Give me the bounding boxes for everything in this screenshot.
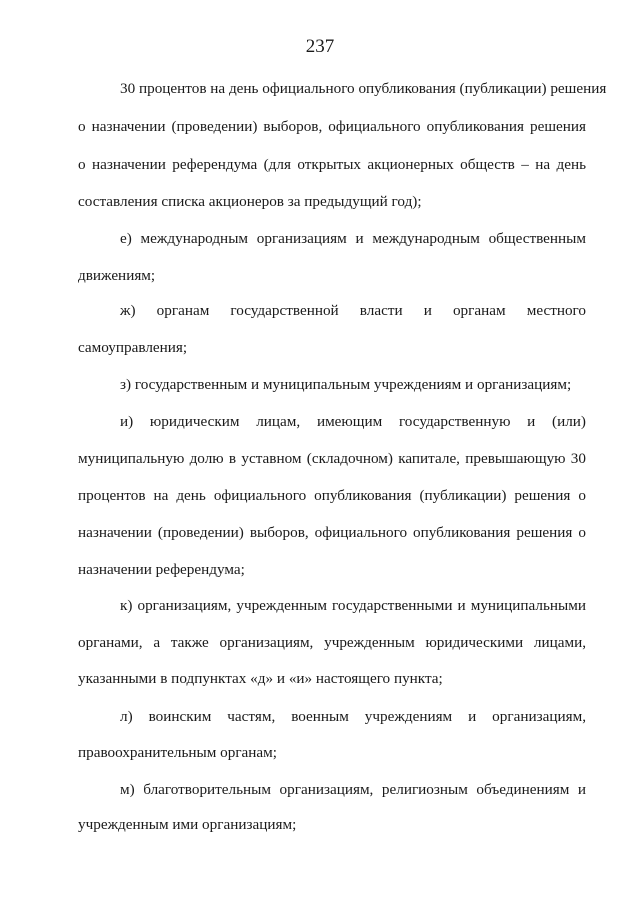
text-line: муниципальную долю в уставном (складочном) капитале, превышающую 30 [78,450,586,467]
text-line: и) юридическим лицам, имеющим государственную и (или) [120,413,586,430]
text-line: з) государственным и муниципальным учреждениям и организациям; [120,376,572,393]
text-line: движениям; [78,267,156,284]
text-line: 30 процентов на день официального опубликования (публикации) решения [120,80,607,97]
text-line: указанными в подпунктах «д» и «и» настоящего пункта; [78,670,443,687]
text-line: к) организациям, учрежденным государственными и муниципальными [120,597,586,614]
text-line: назначении референдума; [78,561,245,578]
text-line: л) воинским частям, военным учреждениям и организациям, [120,708,586,725]
text-line: учрежденным ими организациям; [78,816,297,833]
text-line: составления списка акционеров за предыдущий год); [78,193,422,210]
text-line: процентов на день официального опубликования (публикации) решения о [78,487,586,504]
text-line: е) международным организациям и международным общественным [120,230,586,247]
text-line: самоуправления; [78,339,188,356]
text-line: о назначении (проведении) выборов, официального опубликования решения [78,118,586,135]
text-line: органами, а также организациям, учрежденным юридическими лицами, [78,634,586,651]
text-line: назначении (проведении) выборов, официального опубликования решения о [78,524,586,541]
text-line: правоохранительным органам; [78,744,278,761]
page-number: 237 [305,36,335,57]
text-line: о назначении референдума (для открытых акционерных обществ – на день [78,156,586,173]
text-line: ж) органам государственной власти и органам местного [120,302,586,319]
text-line: м) благотворительным организациям, религиозным объединениям и [120,781,586,798]
